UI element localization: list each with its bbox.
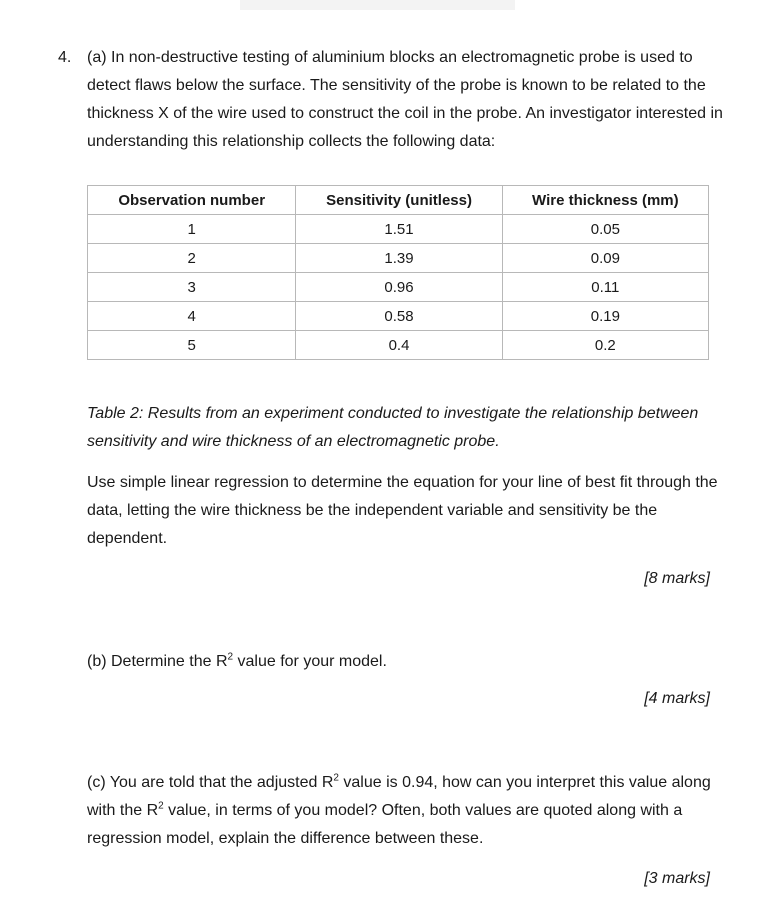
marks-b: [4 marks] [644, 690, 710, 707]
cell-observation: 5 [88, 331, 296, 360]
table-row [88, 244, 709, 273]
part-c-text-2: value is 0.94, how can you interpret this value along with the R [87, 774, 711, 819]
part-c-text-3: value, in terms of you model? Often, both values are quoted along with a regression model, explain the difference between these. [87, 802, 683, 847]
marks-c: [3 marks] [644, 870, 710, 887]
cell-sensitivity: 0.96 [296, 273, 502, 302]
cell-observation: 2 [88, 244, 296, 273]
part-c-text-1: (c) You are told that the adjusted R [87, 774, 334, 791]
cell-wire-thickness: 0.2 [502, 331, 708, 360]
cell-sensitivity: 0.58 [296, 302, 502, 331]
part-c-question [87, 769, 727, 853]
marks-a: [8 marks] [644, 570, 710, 587]
part-b-question [87, 648, 727, 676]
cell-wire-thickness: 0.19 [502, 302, 708, 331]
intro-text: In non-destructive testing of aluminium blocks an electromagnetic probe is used to detect flaws below the surface. The sensitivity of the probe is known to be related to the thickness X of the wire used to construct the coil in the probe. An investigator interested in understanding this relationship collects the following data: [87, 49, 723, 150]
question-number: 4. [58, 49, 72, 66]
part-b-superscript: 2 [227, 651, 234, 663]
header-wire-thickness: Wire thickness (mm) [502, 186, 708, 215]
header-observation: Observation number [88, 186, 296, 215]
table-row [88, 331, 709, 360]
part-a-instruction: Use simple linear regression to determine the equation for your line of best fit through the data, letting the wire thickness be the independent variable and sensitivity be the dependent. [87, 474, 718, 547]
cell-sensitivity: 0.4 [296, 331, 502, 360]
table-row [88, 302, 709, 331]
top-gray-bar [240, 0, 515, 10]
cell-sensitivity: 1.51 [296, 215, 502, 244]
cell-wire-thickness: 0.11 [502, 273, 708, 302]
cell-wire-thickness: 0.05 [502, 215, 708, 244]
cell-wire-thickness: 0.09 [502, 244, 708, 273]
part-a-label: (a) [87, 49, 107, 66]
table-header-row [88, 186, 709, 215]
table-row [88, 215, 709, 244]
part-b-text-2: value for your model. [233, 653, 387, 670]
cell-observation: 1 [88, 215, 296, 244]
question-intro [87, 44, 727, 156]
cell-sensitivity: 1.39 [296, 244, 502, 273]
part-c-superscript-2: 2 [158, 800, 164, 812]
data-table [87, 185, 709, 360]
table-caption: Table 2: Results from an experiment conducted to investigate the relationship between sensitivity and wire thickness of an electromagnetic probe. [87, 405, 699, 450]
cell-observation: 3 [88, 273, 296, 302]
cell-observation: 4 [88, 302, 296, 331]
part-b-text-1: (b) Determine the R [87, 653, 228, 670]
header-sensitivity: Sensitivity (unitless) [296, 186, 502, 215]
part-c-superscript-1: 2 [333, 772, 339, 784]
table-row [88, 273, 709, 302]
